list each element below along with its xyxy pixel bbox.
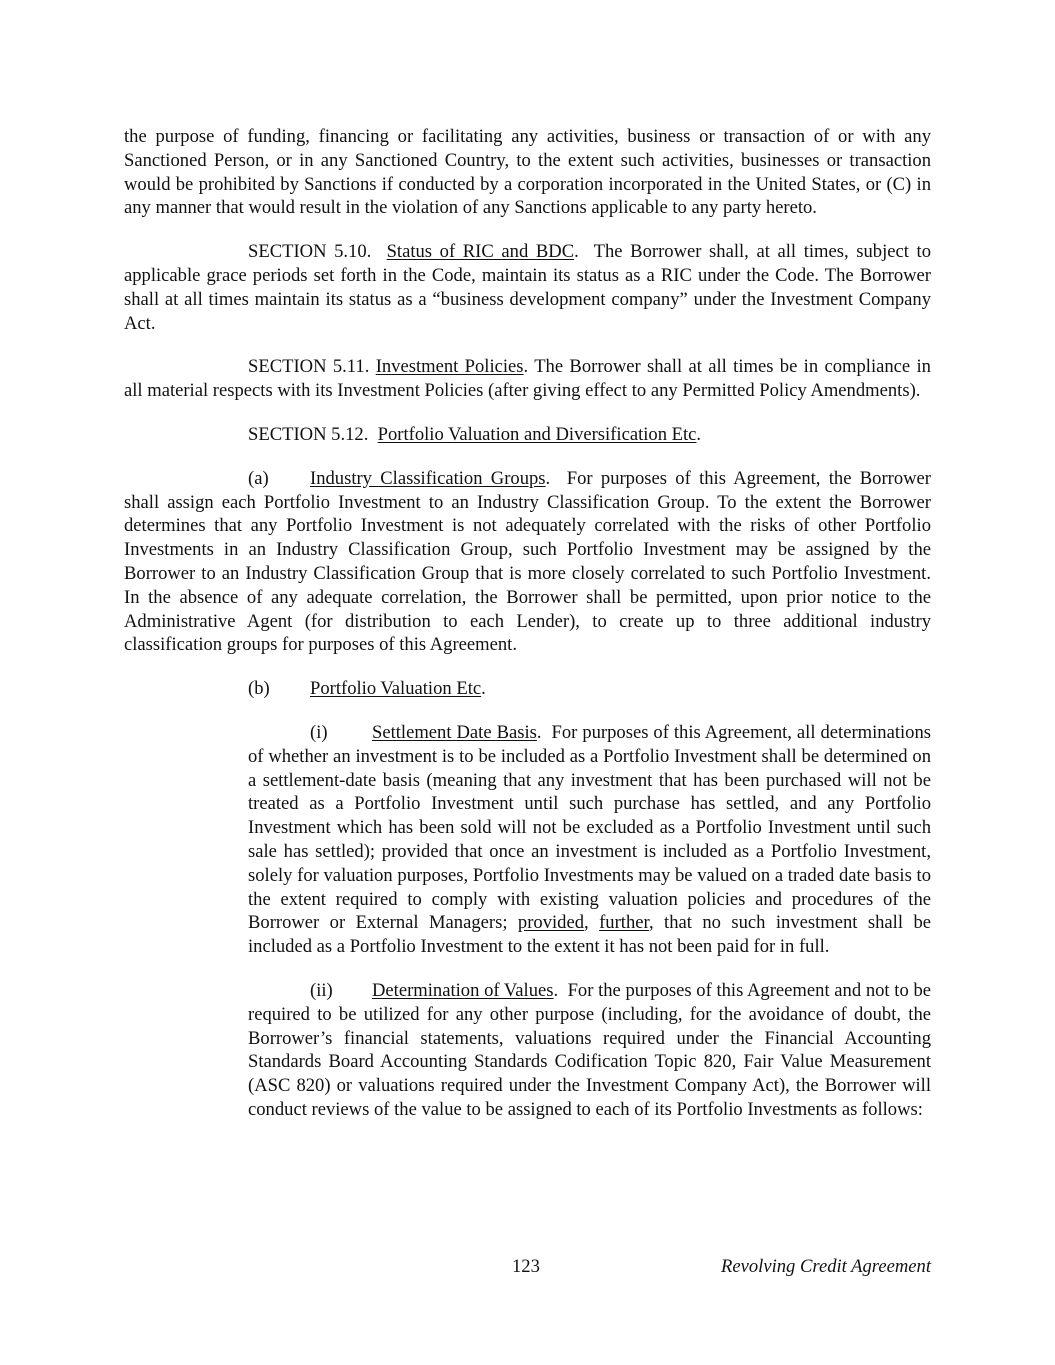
provided-term: provided — [517, 912, 585, 934]
clause-title: Determination of Values — [372, 979, 554, 1001]
further-term: further — [599, 912, 649, 934]
subclauses — [248, 721, 931, 1122]
page-footer — [124, 1256, 931, 1280]
section-number: SECTION 5.12. — [248, 423, 369, 445]
clause-label: (ii) — [310, 979, 333, 1001]
clause-body: For the purposes of this Agreement and not to be required to be utilized for any other purpose (including, for the avoidance of doubt, the Borrower’s financial statements, valuations required under the Financial Accounting Standards Board Accounting Standards Codification Topic 820, Fair Value Measurement (ASC 820) or valuations required under the Investment Company Act), the Borrower will conduct reviews of the value to be assigned to each of its Portfolio Investments as follows: — [248, 979, 931, 1120]
section-title: Investment Policies — [375, 356, 524, 378]
document-page — [124, 125, 931, 1142]
document-title: Revolving Credit Agreement — [721, 1256, 931, 1277]
clause-body: For purposes of this Agreement, the Borrower shall assign each Portfolio Investment to an Industry Classification Group. To the extent the Borrower determines that any Portfolio Investment is not adequately correlated with the risks of other Portfolio Investments in an Industry Classification Group, such Portfolio Investment may be assigned by the Borrower to an Industry Classification Group that is more closely correlated to such Portfolio Investment. In the absence of any adequate correlation, the Borrower shall be permitted, upon prior notice to the Administrative Agent (for distribution to each Lender), to create up to three additional industry classification groups for purposes of this Agreement. — [124, 467, 931, 656]
section-number: SECTION 5.11. — [248, 356, 370, 378]
clause-b: (b) Portfolio Valuation Etc. — [248, 678, 486, 700]
section-number: SECTION 5.10. — [248, 241, 372, 263]
section-title: Portfolio Valuation and Diversification Etc — [377, 423, 697, 445]
section-5-10: SECTION 5.10. Status of RIC and BDC. The Borrower shall, at all times, subject to applicable grace periods set forth in the Code, maintain its status as a RIC under the Code. The Borrower shall at all times maintain its status as a “business development company” under the Investment Company Act. — [124, 241, 932, 334]
continuation-paragraph: the purpose of funding, financing or facilitating any activities, business or transaction of or with any Sanctioned Person, or in any Sanctioned Country, to the extent such activities, businesses or transaction would be prohibited by Sanctions if conducted by a corporation incorporated in the United States, or (C) in any manner that would result in the violation of any Sanctions applicable to any party hereto. — [124, 126, 931, 219]
clause-label: (a) — [248, 467, 269, 489]
clause-title: Portfolio Valuation Etc — [310, 678, 482, 700]
section-body: The Borrower shall, at all times, subject to applicable grace periods set forth in the Code, maintain its status as a RIC under the Code. The Borrower shall at all times maintain its status as a “business development company” under the Investment Company Act. — [124, 241, 932, 334]
clause-label: (b) — [248, 678, 270, 700]
clause-body: For purposes of this Agreement, all determinations of whether an investment is to be included as a Portfolio Investment shall be determined on a settlement-date basis (meaning that any investment that has been purchased will not be treated as a Portfolio Investment until such purchase has settled, and any Portfolio Investment which has been sold will not be excluded as a Portfolio Investment until such sale has settled); provided that once an investment is included as a Portfolio Investment, solely for valuation purposes, Portfolio Investments may be valued on a traded date basis to the extent required to comply with existing valuation policies and procedures of the Borrower or External Managers; — [248, 721, 931, 934]
section-5-11: SECTION 5.11. Investment Policies. The Borrower shall at all times be in compliance in all material respects with its Investment Policies (after giving effect to any Permitted Policy Amendments). — [124, 356, 931, 402]
clause-label: (i) — [310, 721, 328, 743]
clause-body-end: , that no such investment shall be included as a Portfolio Investment to the extent it has not been paid for in full. — [248, 912, 931, 958]
clause-b-ii: (ii) Determination of Values. For the purposes of this Agreement and not to be required to be utilized for any other purpose (including, for the avoidance of doubt, the Borrower’s financial statements, valuations required under the Financial Accounting Standards Board Accounting Standards Codification Topic 820, Fair Value Measurement (ASC 820) or valuations required under the Investment Company Act), the Borrower will conduct reviews of the value to be assigned to each of its Portfolio Investments as follows: — [248, 979, 931, 1120]
section-title: Status of RIC and BDC — [386, 241, 575, 263]
clause-b-i: (i) Settlement Date Basis. For purposes of this Agreement, all determinations of whether an investment is to be included as a Portfolio Investment shall be determined on a settlement-date basis (meaning that any investment that has been purchased will not be treated as a Portfolio Investment until such purchase has settled, and any Portfolio Investment which has been sold will not be excluded as a Portfolio Investment until such sale has settled); provided that once an investment is included as a Portfolio Investment, solely for valuation purposes, Portfolio Investments may be valued on a traded date basis to the extent required to comply with existing valuation policies and procedures of the Borrower or External Managers; provided, further, that no such investment shall be included as a Portfolio Investment to the extent it has not been paid for in full. — [248, 721, 931, 958]
section-5-12: SECTION 5.12. Portfolio Valuation and Diversification Etc. — [248, 423, 702, 445]
page-number: 123 — [512, 1256, 540, 1277]
clause-a: (a) Industry Classification Groups. For purposes of this Agreement, the Borrower shall assign each Portfolio Investment to an Industry Classification Group. To the extent the Borrower determines that any Portfolio Investment is not adequately correlated with the risks of other Portfolio Investments in an Industry Classification Group, such Portfolio Investment may be assigned by the Borrower to an Industry Classification Group that is more closely correlated to such Portfolio Investment. In the absence of any adequate correlation, the Borrower shall be permitted, upon prior notice to the Administrative Agent (for distribution to each Lender), to create up to three additional industry classification groups for purposes of this Agreement. — [124, 467, 931, 656]
section-body: The Borrower shall at all times be in compliance in all material respects with its Investment Policies (after giving effect to any Permitted Policy Amendments). — [124, 356, 931, 402]
clause-title: Industry Classification Groups — [310, 467, 546, 489]
clause-title: Settlement Date Basis — [372, 721, 537, 743]
